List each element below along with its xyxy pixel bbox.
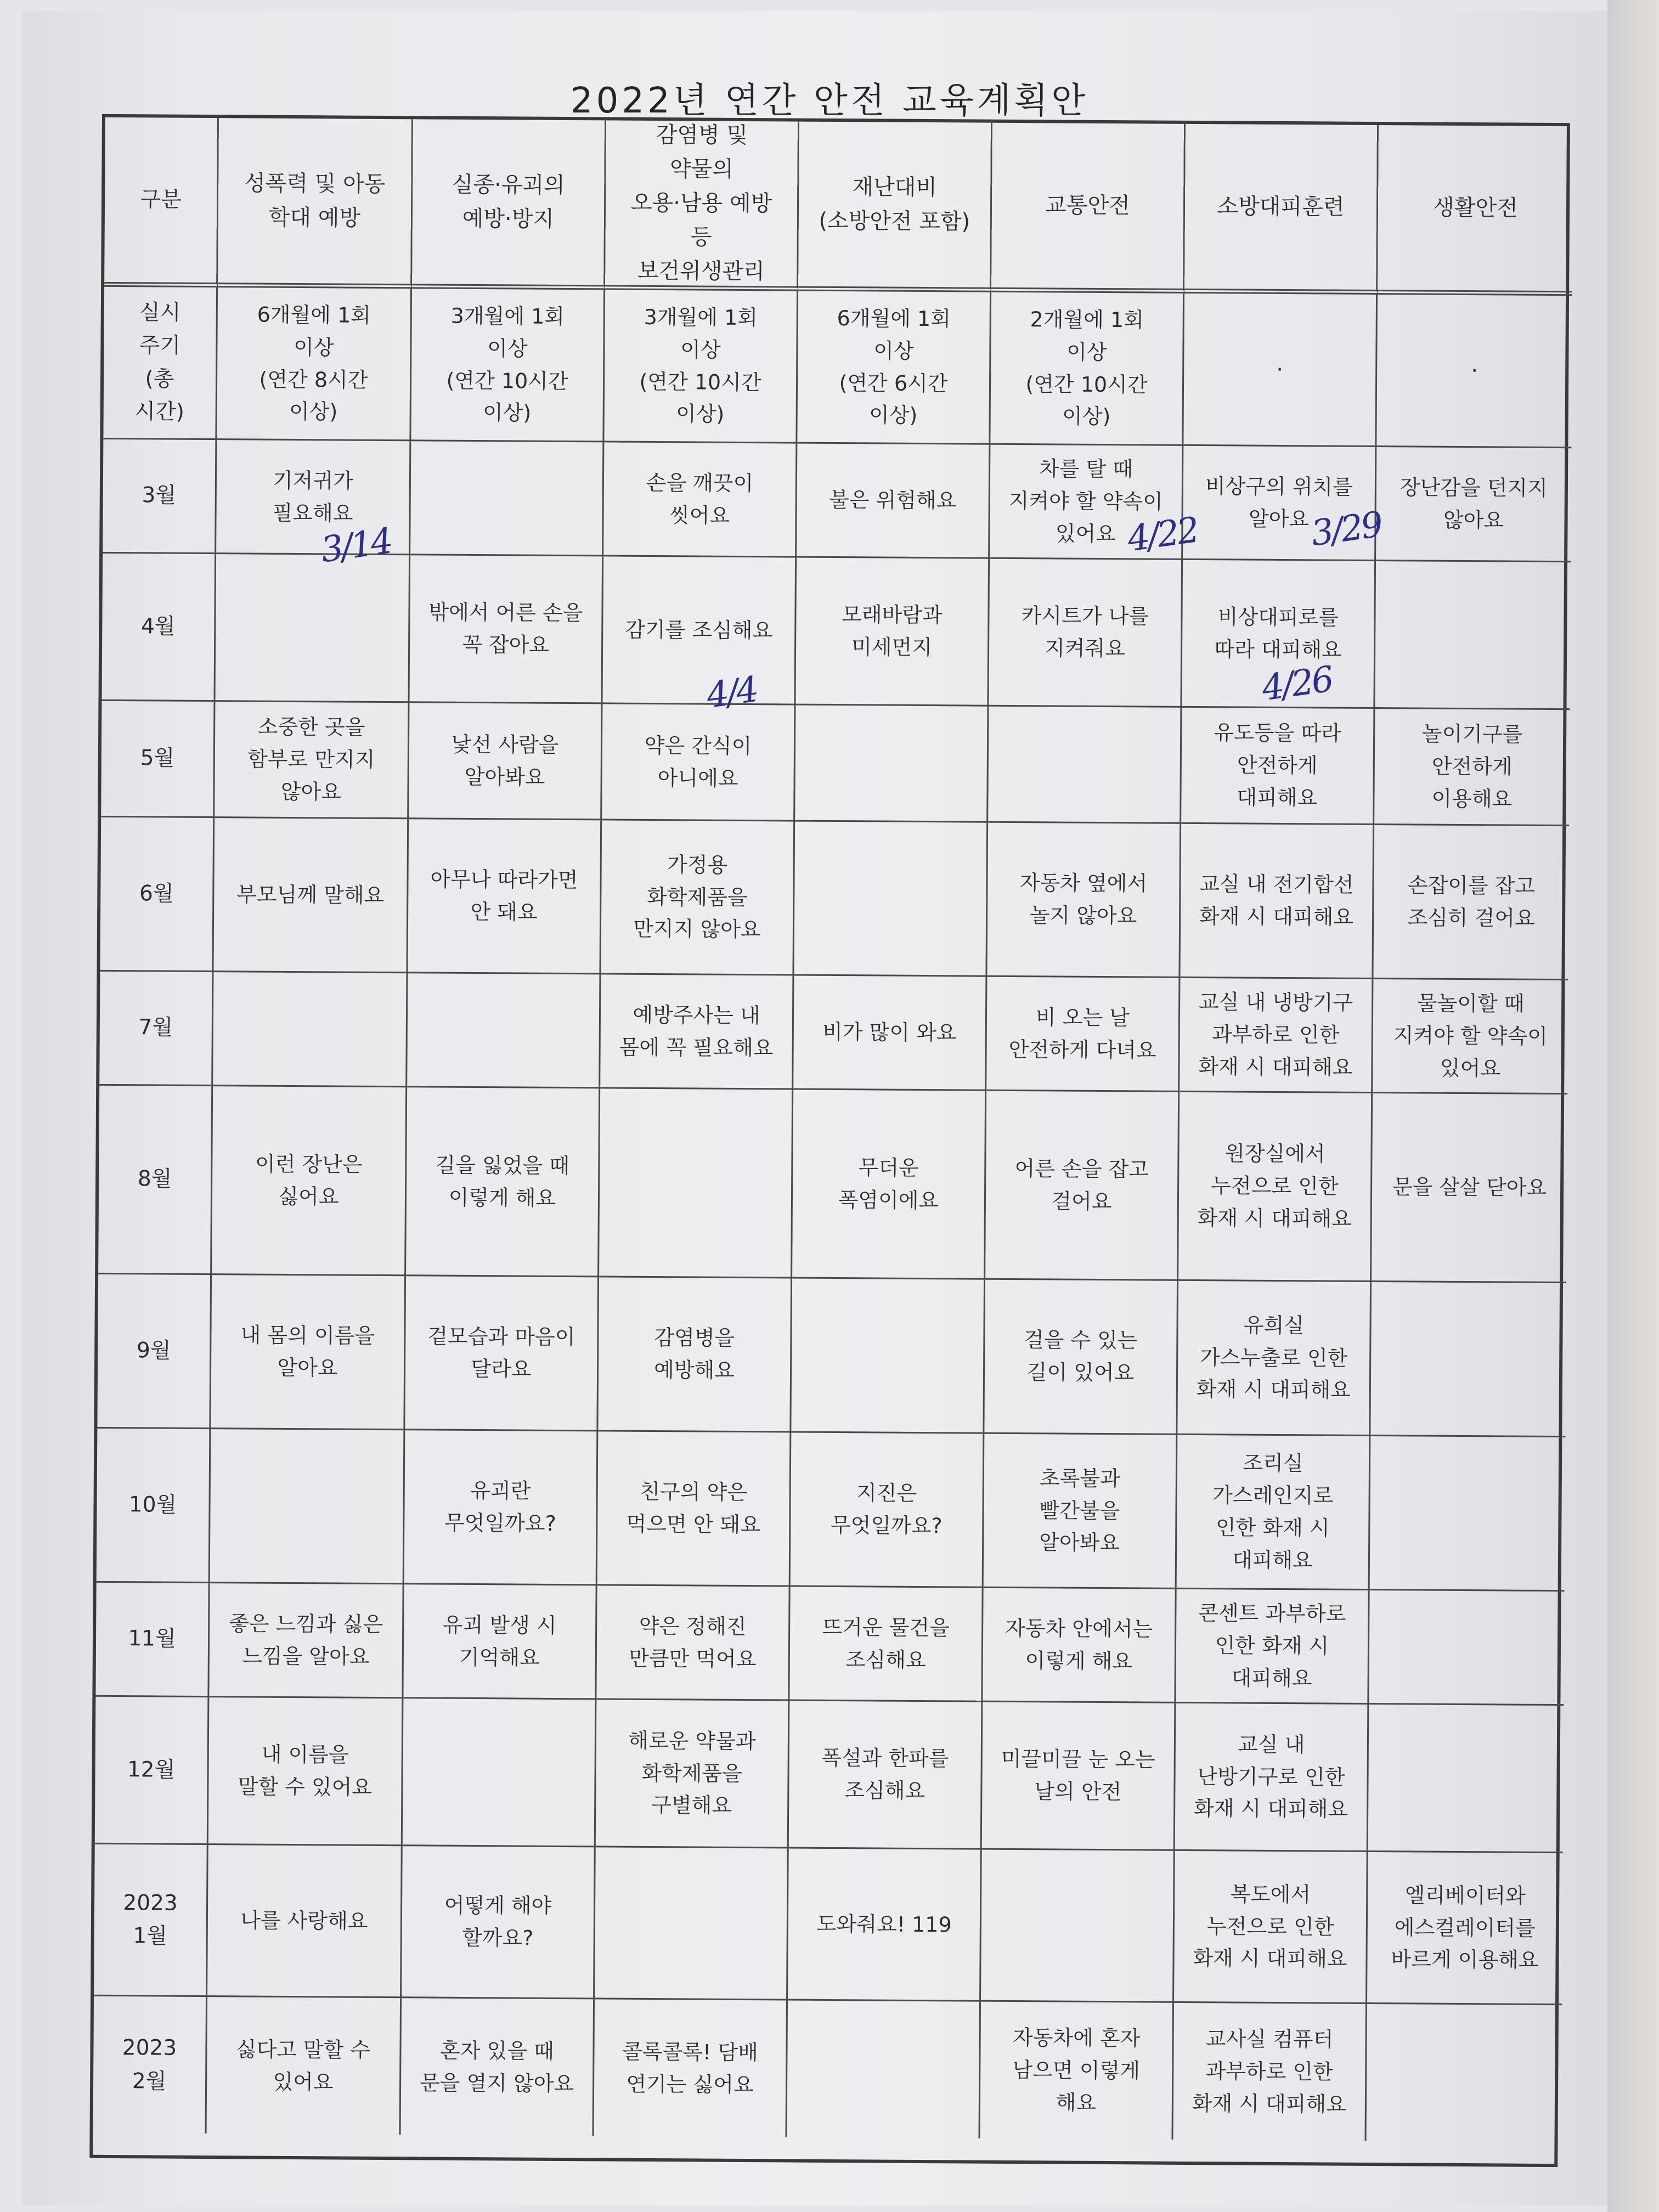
table-cell-fire-drill: 교실 내 난방기구로 인한 화재 시 대피해요	[1175, 1703, 1369, 1852]
table-cell-daily-life	[1370, 1282, 1566, 1437]
table-cell-traffic: 어른 손을 잡고 걸어요	[985, 1091, 1180, 1281]
table-cell-health-hygiene: 예방주사는 내 몸에 꼭 필요해요	[600, 974, 794, 1090]
row-header: 10월	[97, 1429, 211, 1583]
table-cell-traffic: 차를 탈 때 지켜야 할 약속이 있어요	[990, 445, 1183, 560]
table-cell-missing-kidnap	[403, 1699, 597, 1847]
table-cell-health-hygiene: 친구의 약은 먹으면 안 돼요	[597, 1431, 792, 1587]
table-cell-abuse-prevention: 이런 장난은 싫어요	[212, 1086, 407, 1276]
table-cell-missing-kidnap: 유괴란 무엇일까요?	[404, 1430, 599, 1585]
table-cell-abuse-prevention: 좋은 느낌과 싫은 느낌을 알아요	[209, 1583, 404, 1699]
table-cell-daily-life: 장난감을 던지지 않아요	[1376, 447, 1571, 562]
table-cell-health-hygiene: 감염병을 예방해요	[598, 1277, 792, 1432]
table-cell-disaster	[795, 706, 989, 823]
table-cell-disaster: 비가 많이 와요	[793, 976, 987, 1091]
table-cell-traffic	[988, 707, 1182, 824]
table-cell-fire-drill: 교실 내 냉방기구 과부하로 인한 화재 시 대피해요	[1180, 978, 1373, 1093]
table-cell-fire-drill: 비상구의 위치를 알아요	[1183, 446, 1376, 561]
page-title: 2022년 연간 안전 교육계획안	[570, 81, 1089, 121]
table-cell-abuse-prevention: 소중한 곳을 함부로 만지지 않아요	[215, 702, 409, 819]
table-cell-missing-kidnap: 아무나 따라가면 안 돼요	[408, 819, 602, 974]
table-cell-daily-life	[1375, 561, 1571, 710]
table-cell-traffic: 자동차에 혼자 남으면 이렇게 해요	[980, 2002, 1175, 2140]
row-header: 2023 2월	[93, 1996, 208, 2134]
table-cell-missing-kidnap: 밖에서 어른 손을 꼭 잡아요	[409, 555, 603, 704]
table-cell-daily-life	[1369, 1590, 1564, 1706]
row-header: 실시 주기 (총 시간)	[103, 287, 218, 440]
table-cell-fire-drill: 유희실 가스누출로 인한 화재 시 대피해요	[1177, 1281, 1372, 1436]
table-cell-abuse-prevention: 기저귀가 필요해요	[216, 440, 411, 555]
table-cell-disaster: 불은 위험해요	[797, 444, 990, 559]
table-cell-fire-drill: ·	[1183, 294, 1378, 447]
row-header: 9월	[97, 1274, 212, 1429]
row-header: 12월	[95, 1697, 210, 1845]
schedule-table	[89, 114, 1570, 2167]
table-cell-abuse-prevention: 6개월에 1회 이상 (연간 8시간 이상)	[217, 287, 412, 441]
row-header: 2023 1월	[94, 1844, 208, 1997]
table-cell-missing-kidnap: 길을 잃었을 때 이렇게 해요	[406, 1087, 600, 1277]
table-cell-disaster: 도와줘요! 119	[788, 1849, 982, 2002]
handwritten-date: 4/22	[1125, 510, 1200, 560]
row-header: 5월	[101, 701, 215, 818]
table-cell-health-hygiene	[595, 1847, 789, 2000]
table-cell-daily-life	[1367, 2004, 1562, 2142]
table-cell-daily-life: 엘리베이터와 에스컬레이터를 바르게 이용해요	[1367, 1852, 1563, 2005]
table-cell-missing-kidnap: 겉모습과 마음이 달라요	[405, 1276, 599, 1431]
table-cell-traffic: 자동차 옆에서 놀지 않아요	[987, 823, 1181, 978]
table-cell-traffic: 초록불과 빨간불을 알아봐요	[984, 1434, 1178, 1589]
table-cell-traffic: 2개월에 1회 이상 (연간 10시간 이상)	[990, 292, 1184, 446]
table-cell-fire-drill: 유도등을 따라 안전하게 대피해요	[1181, 708, 1375, 825]
table-cell-fire-drill: 비상대피로를 따라 대피해요	[1182, 560, 1376, 709]
table-cell-missing-kidnap	[410, 441, 604, 556]
table-cell-disaster: 지진은 무엇일까요?	[791, 1433, 985, 1588]
column-header-fire-drill: 소방대피훈련	[1184, 124, 1379, 295]
row-header: 8월	[98, 1086, 213, 1275]
table-cell-disaster	[794, 822, 988, 977]
table-cell-health-hygiene	[599, 1088, 793, 1278]
table-cell-traffic: 비 오는 날 안전하게 다녀요	[986, 977, 1180, 1092]
table-cell-traffic	[981, 1850, 1175, 2003]
table-cell-abuse-prevention: 내 몸의 이름을 알아요	[211, 1275, 406, 1430]
column-header-daily-life: 생활안전	[1378, 125, 1573, 296]
desk-edge	[1607, 0, 1659, 2212]
table-cell-fire-drill: 원장실에서 누전으로 인한 화재 시 대피해요	[1178, 1092, 1373, 1282]
table-cell-abuse-prevention: 나를 사랑해요	[207, 1845, 403, 1998]
table-cell-abuse-prevention	[215, 554, 410, 703]
table-cell-traffic: 카시트가 나를 지켜줘요	[989, 559, 1183, 708]
table-cell-abuse-prevention: 싫다고 말할 수 있어요	[207, 1997, 402, 2135]
table-cell-daily-life: 손잡이를 잡고 조심히 걸어요	[1373, 825, 1569, 980]
table-cell-fire-drill: 복도에서 누전으로 인한 화재 시 대피해요	[1174, 1851, 1368, 2004]
handwritten-date: 3/29	[1308, 504, 1384, 555]
table-cell-health-hygiene: 손을 깨끗이 씻어요	[603, 442, 797, 557]
table-cell-health-hygiene: 콜록콜록! 담배 연기는 싫어요	[594, 1999, 788, 2137]
table-cell-traffic: 자동차 안에서는 이렇게 해요	[983, 1588, 1176, 1703]
table-cell-abuse-prevention	[213, 972, 408, 1087]
table-cell-missing-kidnap: 혼자 있을 때 문을 열지 않아요	[401, 1998, 595, 2136]
table-cell-daily-life: ·	[1376, 295, 1572, 448]
table-cell-health-hygiene: 감기를 조심해요	[602, 556, 797, 705]
table-cell-abuse-prevention	[210, 1429, 405, 1584]
table-cell-missing-kidnap: 3개월에 1회 이상 (연간 10시간 이상)	[411, 289, 605, 442]
table-cell-daily-life	[1370, 1436, 1566, 1592]
column-header-health-hygiene: 감염병 및 약물의 오용·남용 예방 등 보건위생관리	[605, 120, 799, 291]
table-cell-fire-drill: 조리실 가스레인지로 인한 화재 시 대피해요	[1177, 1435, 1371, 1590]
row-header: 6월	[100, 817, 215, 972]
table-cell-missing-kidnap: 유괴 발생 시 기억해요	[403, 1584, 597, 1700]
table-cell-abuse-prevention: 내 이름을 말할 수 있어요	[208, 1697, 404, 1846]
row-header: 11월	[95, 1583, 210, 1697]
table-cell-health-hygiene: 가정용 화학제품을 만지지 않아요	[601, 820, 795, 975]
table-cell-disaster: 폭설과 한파를 조심해요	[789, 1701, 983, 1850]
row-header: 3월	[103, 439, 217, 554]
table-cell-traffic: 미끌미끌 눈 오는 날의 안전	[982, 1702, 1176, 1851]
handwritten-date: 4/4	[704, 669, 759, 716]
table-cell-disaster: 모래바람과 미세먼지	[795, 558, 990, 707]
table-cell-disaster: 무더운 폭염이에요	[792, 1090, 986, 1280]
column-header-missing-kidnap: 실종·유괴의 예방·방지	[412, 119, 606, 290]
table-cell-fire-drill: 교실 내 전기합선 화재 시 대피해요	[1180, 824, 1374, 979]
column-header-traffic: 교통안전	[991, 123, 1186, 294]
row-header: 7월	[99, 972, 213, 1086]
table-cell-health-hygiene: 3개월에 1회 이상 (연간 10시간 이상)	[604, 290, 798, 443]
table-cell-abuse-prevention: 부모님께 말해요	[213, 818, 409, 973]
column-header-category: 구분	[104, 117, 219, 287]
table-cell-health-hygiene: 해로운 약물과 화학제품을 구별해요	[596, 1700, 790, 1848]
table-cell-disaster	[791, 1279, 985, 1434]
table-cell-daily-life: 문을 살살 닫아요	[1372, 1093, 1567, 1283]
handwritten-date: 4/26	[1259, 659, 1335, 709]
table-cell-fire-drill: 콘센트 과부하로 인한 화재 시 대피해요	[1176, 1589, 1369, 1705]
table-cell-health-hygiene: 약은 정해진 만큼만 먹어요	[596, 1585, 790, 1701]
table-cell-daily-life	[1368, 1705, 1564, 1853]
table-cell-traffic: 걸을 수 있는 길이 있어요	[984, 1280, 1178, 1435]
column-header-abuse-prevention: 성폭력 및 아동 학대 예방	[218, 118, 413, 289]
table-cell-disaster: 뜨거운 물건을 조심해요	[789, 1587, 983, 1702]
table-cell-disaster: 6개월에 1회 이상 (연간 6시간 이상)	[797, 291, 991, 445]
row-header: 4월	[101, 554, 216, 702]
table-cell-daily-life: 물놀이할 때 지켜야 할 약속이 있어요	[1373, 979, 1568, 1094]
table-cell-missing-kidnap: 어떻게 해야 할까요?	[402, 1846, 596, 1999]
table-cell-disaster	[787, 2001, 981, 2138]
handwritten-date: 3/14	[318, 521, 394, 571]
table-cell-missing-kidnap	[407, 973, 601, 1088]
column-header-disaster: 재난대비 (소방안전 포함)	[798, 122, 992, 292]
table-cell-daily-life: 놀이기구를 안전하게 이용해요	[1374, 709, 1570, 826]
table-cell-fire-drill: 교사실 컴퓨터 과부하로 인한 화재 시 대피해요	[1173, 2003, 1368, 2141]
table-cell-health-hygiene: 약은 간식이 아니에요	[602, 704, 795, 821]
table-cell-missing-kidnap: 낯선 사람을 알아봐요	[409, 703, 602, 820]
